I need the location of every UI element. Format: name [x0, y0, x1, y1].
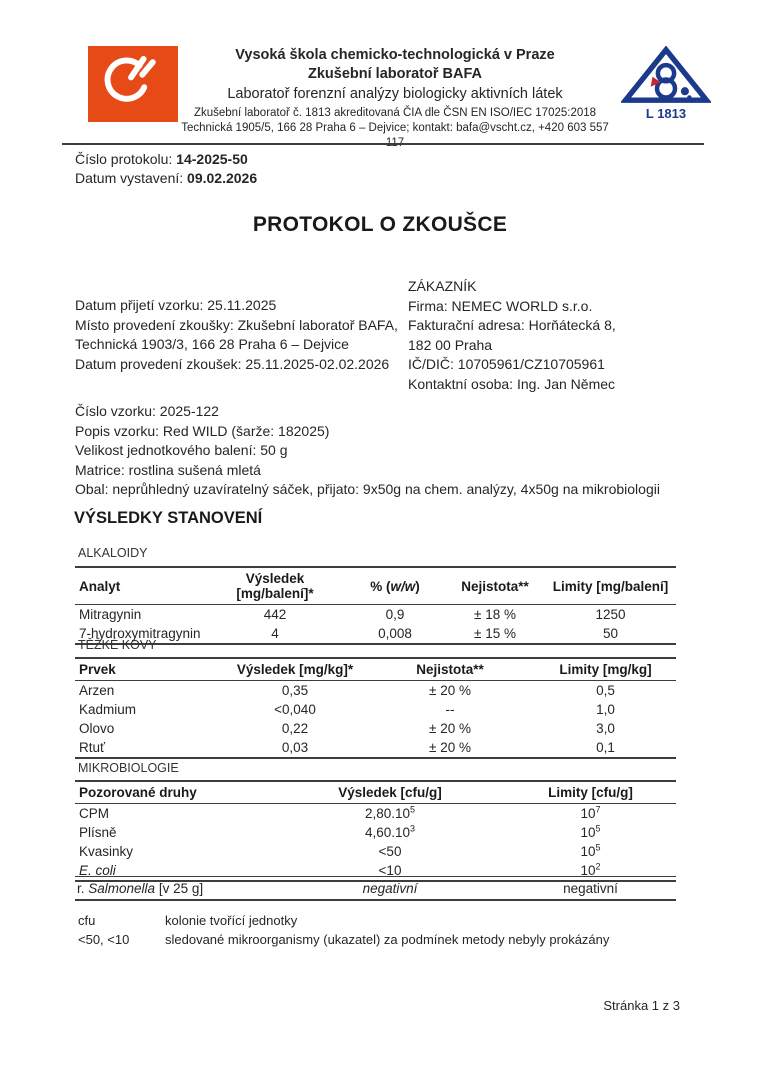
species-name: CPM [79, 806, 109, 821]
sample-line: Popis vzorku: Red WILD (šarže: 182025) [75, 422, 330, 439]
result-exponent: 3 [410, 823, 416, 834]
sample-line: Obal: neprůhledný uzavíratelný sáček, přijato: 9x50g na chem. analýzy, 4x50g na mikrobiologii [75, 481, 660, 497]
element-name: Rtuť [79, 740, 106, 755]
analyte-pct: 0,008 [378, 626, 412, 641]
limit-base: 10 [580, 825, 596, 840]
col-analyte: Analyt [75, 567, 205, 605]
lab-subtitle: Laboratoř forenzní analýzy biologicky aktivních látek [227, 86, 563, 102]
element-result: <0,040 [274, 702, 316, 717]
col-result: Výsledek [cfu/g] [275, 781, 505, 804]
col-result: Výsledek [mg/kg]* [225, 658, 365, 681]
col-percent [345, 567, 445, 605]
species-limit [505, 823, 676, 842]
sample-line: Velikost jednotkového balení: 50 g [75, 442, 288, 458]
vscht-logo [88, 46, 178, 122]
protocol-number-label: Číslo protokolu: [75, 151, 173, 167]
element-limit: 0,1 [596, 740, 615, 755]
section-label-heavy-metals: TĚŽKÉ KOVY [78, 638, 157, 652]
document-title: PROTOKOL O ZKOUŠCE [252, 213, 508, 236]
limit-base: 10 [580, 844, 596, 859]
footnote-definition: sledované mikroorganismy (ukazatel) za podmínek metody nebyly prokázány [165, 932, 610, 947]
salmonella-prefix: r. [77, 880, 89, 896]
element-uncertainty: ± 20 % [429, 721, 471, 736]
species-name: E. coli [79, 863, 116, 878]
microbiology-table [75, 780, 676, 882]
customer-line: IČ/DIČ: 10705961/CZ10705961 [408, 356, 605, 372]
page-number: Stránka 1 z 3 [603, 998, 680, 1013]
alkaloids-table [75, 566, 676, 645]
protocol-number-value: 14-2025-50 [176, 151, 248, 167]
analyte-pct: 0,9 [385, 607, 405, 622]
analyte-name: 7-hydroxymitragynin [79, 626, 201, 641]
salmonella-label [75, 877, 275, 901]
customer-block [408, 277, 704, 394]
alkaloids-header-row [75, 567, 676, 605]
issue-date-line [75, 169, 257, 188]
species-result [275, 823, 505, 842]
species-name: Kvasinky [79, 844, 134, 859]
heavy-metals-table [75, 657, 676, 759]
limit-exponent: 5 [595, 823, 601, 834]
result-base: <50 [378, 844, 402, 859]
result-base: <10 [378, 863, 402, 878]
contact-line: Technická 1905/5, 166 28 Praha 6 – Dejvice; kontakt: bafa@vscht.cz, +420 603 557 117 [181, 122, 609, 149]
table-row [75, 681, 676, 701]
species-result [275, 842, 505, 861]
customer-line: Kontaktní osoba: Ing. Jan Němec [408, 375, 616, 392]
table-row [75, 823, 676, 842]
species-name: Plísně [79, 825, 117, 840]
sample-line: Číslo vzorku: 2025-122 [75, 403, 219, 419]
col-limits: Limity [cfu/g] [505, 781, 676, 804]
customer-line: Firma: NEMEC WORLD s.r.o. [408, 297, 593, 314]
customer-heading: ZÁKAZNÍK [408, 278, 477, 294]
col-element: Prvek [75, 658, 225, 681]
footnote-definition: kolonie tvořící jednotky [165, 913, 298, 928]
sample-block [75, 402, 704, 500]
element-name: Arzen [79, 683, 115, 698]
element-uncertainty: ± 20 % [429, 740, 471, 755]
species-limit [505, 842, 676, 861]
letterhead-text [178, 46, 620, 151]
letterhead [88, 46, 712, 151]
section-label-microbiology: MIKROBIOLOGIE [78, 761, 179, 775]
analyte-uncertainty: ± 18 % [474, 607, 516, 622]
issue-date-label: Datum vystavení: [75, 170, 184, 186]
letterhead-divider [62, 143, 704, 145]
accreditation-code: L 1813 [645, 106, 687, 121]
issue-date-value: 09.02.2026 [187, 170, 258, 186]
table-row [75, 700, 676, 719]
heavy-metals-header-row [75, 658, 676, 681]
salmonella-limit: negativní [505, 877, 676, 901]
footnote-term: cfu [78, 913, 96, 928]
element-uncertainty: ± 20 % [429, 683, 471, 698]
analyte-result: 4 [271, 626, 279, 641]
cia-accreditation-mark [620, 46, 712, 121]
customer-line: Fakturační adresa: Horňátecká 8, [408, 317, 616, 333]
limit-exponent: 7 [595, 804, 601, 815]
lab-name: Zkušební laboratoř BAFA [307, 66, 483, 82]
percent-ww: w/w [390, 578, 416, 594]
element-result: 0,03 [281, 740, 309, 755]
element-name: Kadmium [79, 702, 137, 717]
customer-line: 182 00 Praha [408, 336, 493, 353]
element-limit: 3,0 [596, 721, 615, 736]
test-info-line: Technická 1903/3, 166 28 Praha 6 – Dejvice [75, 336, 349, 352]
element-result: 0,35 [281, 683, 309, 698]
salmonella-suffix: [v 25 g] [155, 880, 204, 896]
salmonella-species: Salmonella [88, 880, 156, 896]
analyte-name: Mitragynin [79, 607, 142, 622]
col-uncertainty: Nejistota** [365, 658, 535, 681]
footnote-row [78, 911, 609, 930]
element-limit: 1,0 [596, 702, 615, 717]
col-uncertainty: Nejistota** [445, 567, 545, 605]
flask-icon [100, 51, 166, 118]
percent-suffix: ) [415, 578, 420, 594]
protocol-meta [75, 150, 257, 188]
species-result [275, 804, 505, 824]
test-info-line: Místo provedení zkoušky: Zkušební laboratoř BAFA, [75, 316, 398, 333]
footnotes [78, 911, 609, 949]
element-result: 0,22 [281, 721, 309, 736]
analyte-limit: 1250 [595, 607, 626, 622]
table-row [75, 719, 676, 738]
salmonella-table [75, 876, 676, 901]
limit-base: 10 [580, 806, 596, 821]
table-row [75, 804, 676, 824]
test-info-line: Datum provedení zkoušek: 25.11.2025-02.02.2026 [75, 355, 390, 372]
analyte-limit: 50 [602, 626, 619, 641]
col-species: Pozorované druhy [75, 781, 275, 804]
col-result: Výsledek [mg/balení]* [205, 567, 345, 605]
footnote-term: <50, <10 [78, 932, 130, 947]
element-limit: 0,5 [596, 683, 615, 698]
results-heading: VÝSLEDKY STANOVENÍ [74, 509, 263, 527]
section-label-alkaloids: ALKALOIDY [78, 546, 148, 560]
salmonella-row [75, 877, 676, 901]
result-base: 4,60.10 [364, 825, 411, 840]
salmonella-result: negativní [275, 877, 505, 901]
table-row [75, 738, 676, 758]
element-uncertainty: -- [445, 702, 455, 717]
org-name: Vysoká škola chemicko-technologická v Praze [235, 47, 555, 63]
table-row [75, 842, 676, 861]
analyte-uncertainty: ± 15 % [474, 626, 516, 641]
species-limit [505, 804, 676, 824]
table-row [75, 605, 676, 625]
accreditation-line: Zkušební laboratoř č. 1813 akreditovaná ČIA dle ČSN EN ISO/IEC 17025:2018 [193, 107, 597, 119]
microbiology-header-row [75, 781, 676, 804]
result-exponent: 5 [410, 804, 416, 815]
col-limits: Limity [mg/balení] [545, 567, 676, 605]
percent-prefix: % ( [370, 578, 391, 594]
element-name: Olovo [79, 721, 115, 736]
protocol-number-line [75, 150, 257, 169]
result-base: 2,80.10 [364, 806, 411, 821]
sample-line: Matrice: rostlina sušená mletá [75, 461, 261, 478]
limit-base: 10 [580, 863, 596, 878]
test-info-block [75, 277, 408, 394]
limit-exponent: 5 [595, 842, 601, 853]
table-row [75, 624, 676, 644]
footnote-row [78, 930, 609, 949]
limit-exponent: 2 [595, 861, 601, 872]
test-info-line: Datum přijetí vzorku: 25.11.2025 [75, 297, 277, 313]
analyte-result: 442 [263, 607, 287, 622]
col-limits: Limity [mg/kg] [535, 658, 676, 681]
info-columns [75, 277, 704, 394]
